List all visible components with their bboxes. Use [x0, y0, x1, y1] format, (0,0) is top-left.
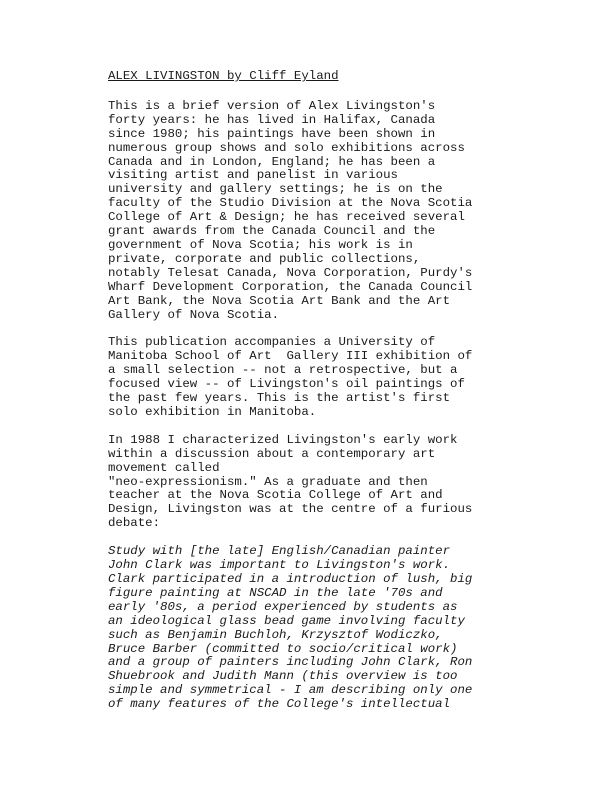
text-line: teacher at the Nova Scotia College of Art and: [108, 488, 443, 503]
text-line: university and gallery settings; he is on the: [108, 182, 443, 197]
text-line: This is a brief version of Alex Livingston's: [108, 98, 436, 113]
text-line: since 1980; his paintings have been shown in: [108, 126, 436, 141]
text-line: an ideological glass bead game involving faculty: [108, 613, 465, 628]
text-line: Manitoba School of Art Gallery III exhibition of: [108, 349, 473, 364]
text-line: Shuebrook and Judith Mann (this overview is too: [108, 669, 458, 684]
text-line: private, corporate and public collections,: [108, 251, 421, 266]
text-line: faculty of the Studio Division at the Nova Scotia: [108, 196, 473, 211]
text-line: early '80s, a period experienced by students as: [108, 599, 458, 614]
text-line: government of Nova Scotia; his work is in: [108, 237, 413, 252]
text-line: John Clark was important to Livingston's work.: [108, 558, 451, 573]
document-body: [108, 100, 508, 712]
text-line: of many features of the College's intellectual: [108, 697, 451, 712]
text-line: simple and symmetrical - I am describing only one: [108, 683, 473, 698]
document-page: [108, 70, 508, 726]
text-line: focused view -- of Livingston's oil paintings of: [108, 377, 465, 392]
text-line: visiting artist and panelist in various: [108, 168, 398, 183]
text-line: College of Art & Design; he has received several: [108, 210, 465, 225]
text-line: Design, Livingston was at the centre of a furious: [108, 502, 473, 517]
text-line: Art Bank, the Nova Scotia Art Bank and the Art: [108, 293, 451, 308]
text-line: debate:: [108, 516, 161, 531]
text-line: movement called: [108, 460, 220, 475]
text-line: such as Benjamin Buchloh, Krzysztof Wodiczko,: [108, 627, 443, 642]
text-line: within a discussion about a contemporary art: [108, 446, 436, 461]
text-line: Canada and in London, England; he has been a: [108, 154, 436, 169]
body-paragraph: [108, 336, 508, 419]
text-line: notably Telesat Canada, Nova Corporation, Purdy's: [108, 265, 473, 280]
text-line: Clark participated in a introduction of lush, big: [108, 572, 473, 586]
document-title: ALEX LIVINGSTON by Cliff Eyland: [108, 69, 339, 83]
text-line: Study with [the late] English/Canadian painter: [108, 544, 451, 559]
text-line: a small selection -- not a retrospective, but a: [108, 363, 458, 378]
text-line: Bruce Barber (committed to socio/critical work): [108, 641, 458, 656]
body-paragraph: [108, 100, 508, 323]
text-line: numerous group shows and solo exhibitions across: [108, 140, 465, 155]
text-line: Gallery of Nova Scotia.: [108, 307, 280, 322]
text-line: and a group of painters including John Clark, Ron: [108, 655, 473, 670]
text-line: This publication accompanies a University of: [108, 335, 436, 350]
text-line: "neo-expressionism." As a graduate and then: [108, 474, 428, 489]
text-line: grant awards from the Canada Council and the: [108, 224, 436, 239]
text-line: the past few years. This is the artist's first: [108, 391, 451, 406]
text-line: forty years: he has lived in Halifax, Canada: [108, 112, 436, 127]
body-paragraph: [108, 434, 508, 531]
text-line: solo exhibition in Manitoba.: [108, 404, 317, 419]
text-line: figure painting at NSCAD in the late '70s and: [108, 585, 443, 600]
text-line: Wharf Development Corporation, the Canada Council: [108, 279, 473, 294]
block-quote-paragraph: [108, 545, 508, 712]
text-line: In 1988 I characterized Livingston's early work: [108, 432, 458, 447]
